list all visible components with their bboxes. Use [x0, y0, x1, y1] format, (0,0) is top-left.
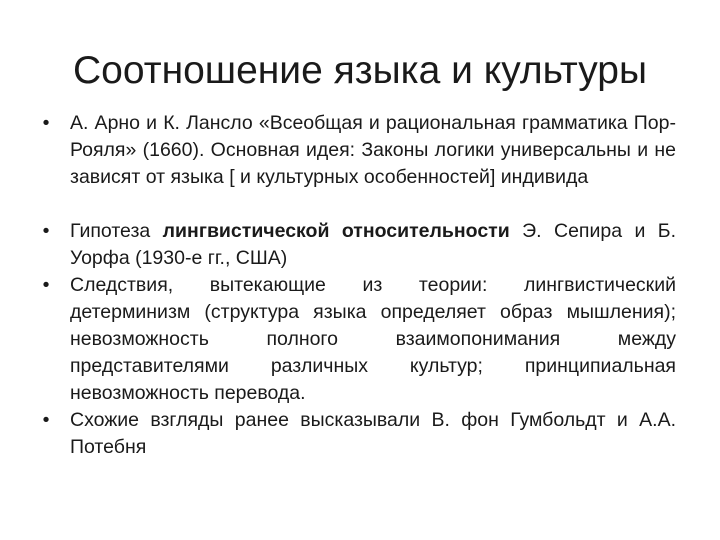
- bullet-text: Схожие взгляды ранее высказывали В. фон Гумбольдт и А.А. Потебня: [70, 409, 676, 458]
- bullet-item: [42, 110, 676, 191]
- bullet-icon: •: [42, 112, 50, 134]
- bullet-text-suffix: Э. Сепира и Б. Уорфа (1930-е гг., США): [70, 220, 677, 269]
- slide-title: Соотношение языка и культуры: [73, 49, 647, 92]
- bullet-text-prefix: Гипотеза: [70, 220, 163, 242]
- bullet-item: [42, 407, 676, 461]
- bullet-icon: •: [42, 409, 50, 431]
- bullet-list: [0, 110, 720, 461]
- bullet-item: [42, 272, 676, 407]
- bullet-icon: •: [42, 274, 50, 296]
- bullet-bold-term: лингвистической относительности: [162, 220, 510, 242]
- bullet-text: А. Арно и К. Лансло «Всеобщая и рациональная грамматика Пор-Рояля» (1660). Основная идея: Законы логики универсальны и не зависят от языка [ и культурных особенностей] индивида: [70, 112, 676, 188]
- bullet-icon: •: [42, 220, 50, 242]
- bullet-item: [42, 218, 677, 272]
- bullet-text: Следствия, вытекающие из теории: лингвистический детерминизм (структура языка определяет образ мышления); невозможность полного взаимопонимания между представителями различных культур; принципиальная невозможность перевода.: [70, 274, 676, 404]
